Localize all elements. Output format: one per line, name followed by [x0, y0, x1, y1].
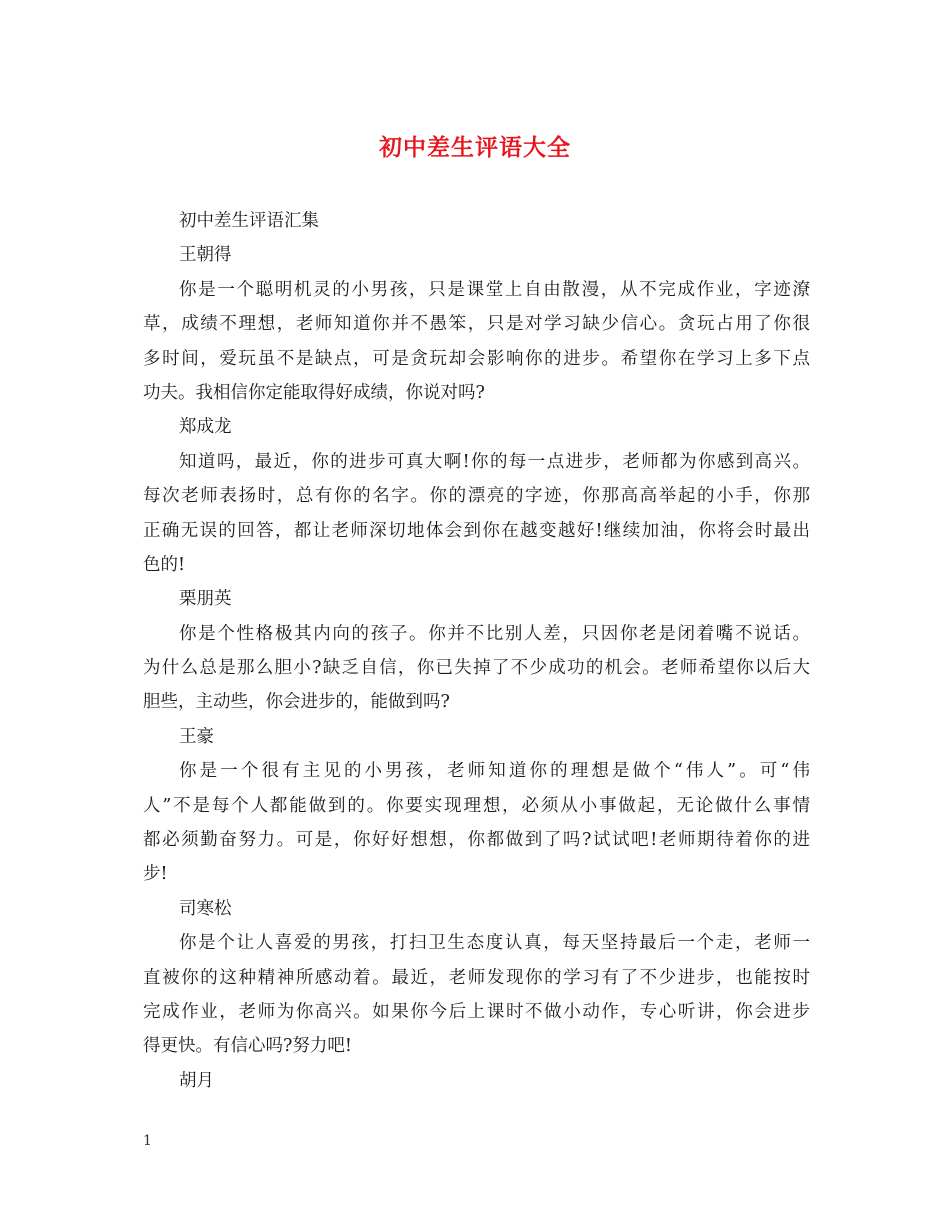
- paragraph-line: 为什么总是那么胆小?缺乏自信，你已失掉了不少成功的机会。老师希望你以后大: [143, 658, 810, 679]
- paragraph-line: 直被你的这种精神所感动着。最近，老师发现你的学习有了不少进步，也能按时: [143, 967, 810, 988]
- student-name: 栗朋英: [179, 589, 232, 610]
- student-name: 郑成龙: [179, 417, 232, 438]
- student-name: 胡月: [179, 1070, 214, 1091]
- paragraph-line: 每次老师表扬时，总有你的名字。你的漂亮的字迹，你那高高举起的小手，你那: [143, 486, 810, 507]
- student-name: 王朝得: [179, 245, 232, 266]
- paragraph-line: 知道吗，最近，你的进步可真大啊!你的每一点进步，老师都为你感到高兴。: [179, 451, 810, 472]
- student-name: 王豪: [179, 726, 214, 747]
- paragraph-line: 得更快。有信心吗?努力吧!: [143, 1036, 352, 1057]
- section-heading: 初中差生评语汇集: [179, 211, 319, 231]
- paragraph-line: 草，成绩不理想，老师知道你并不愚笨，只是对学习缺少信心。贪玩占用了你很: [143, 314, 810, 335]
- document-title: 初中差生评语大全: [379, 134, 571, 161]
- student-name: 司寒松: [179, 898, 232, 919]
- page-number: 1: [143, 1133, 152, 1149]
- paragraph-line: 正确无误的回答，都让老师深切地体会到你在越变越好!继续加油，你将会时最出: [143, 520, 810, 541]
- paragraph-line: 都必须勤奋努力。可是，你好好想想，你都做到了吗?试试吧!老师期待着你的进: [143, 830, 810, 851]
- paragraph-line: 胆些，主动些，你会进步的，能做到吗?: [143, 692, 450, 713]
- paragraph-line: 功夫。我相信你定能取得好成绩，你说对吗?: [143, 382, 485, 403]
- document-body: [143, 204, 810, 1098]
- paragraph-line: 你是一个聪明机灵的小男孩，只是课堂上自由散漫，从不完成作业，字迹潦: [179, 279, 810, 300]
- paragraph-line: 你是个性格极其内向的孩子。你并不比别人差，只因你老是闭着嘴不说话。: [179, 623, 810, 644]
- paragraph-line: 色的!: [143, 554, 186, 575]
- paragraph-line: 人”不是每个人都能做到的。你要实现理想，必须从小事做起，无论做什么事情: [143, 795, 810, 816]
- paragraph-line: 多时间，爱玩虽不是缺点，可是贪玩却会影响你的进步。希望你在学习上多下点: [143, 348, 810, 369]
- paragraph-line: 你是一个很有主见的小男孩，老师知道你的理想是做个“伟人”。可“伟: [179, 761, 810, 782]
- paragraph-line: 你是个让人喜爱的男孩，打扫卫生态度认真，每天坚持最后一个走，老师一: [179, 933, 810, 954]
- paragraph-line: 步!: [143, 864, 168, 885]
- paragraph-line: 完成作业，老师为你高兴。如果你今后上课时不做小动作，专心听讲，你会进步: [143, 1001, 810, 1022]
